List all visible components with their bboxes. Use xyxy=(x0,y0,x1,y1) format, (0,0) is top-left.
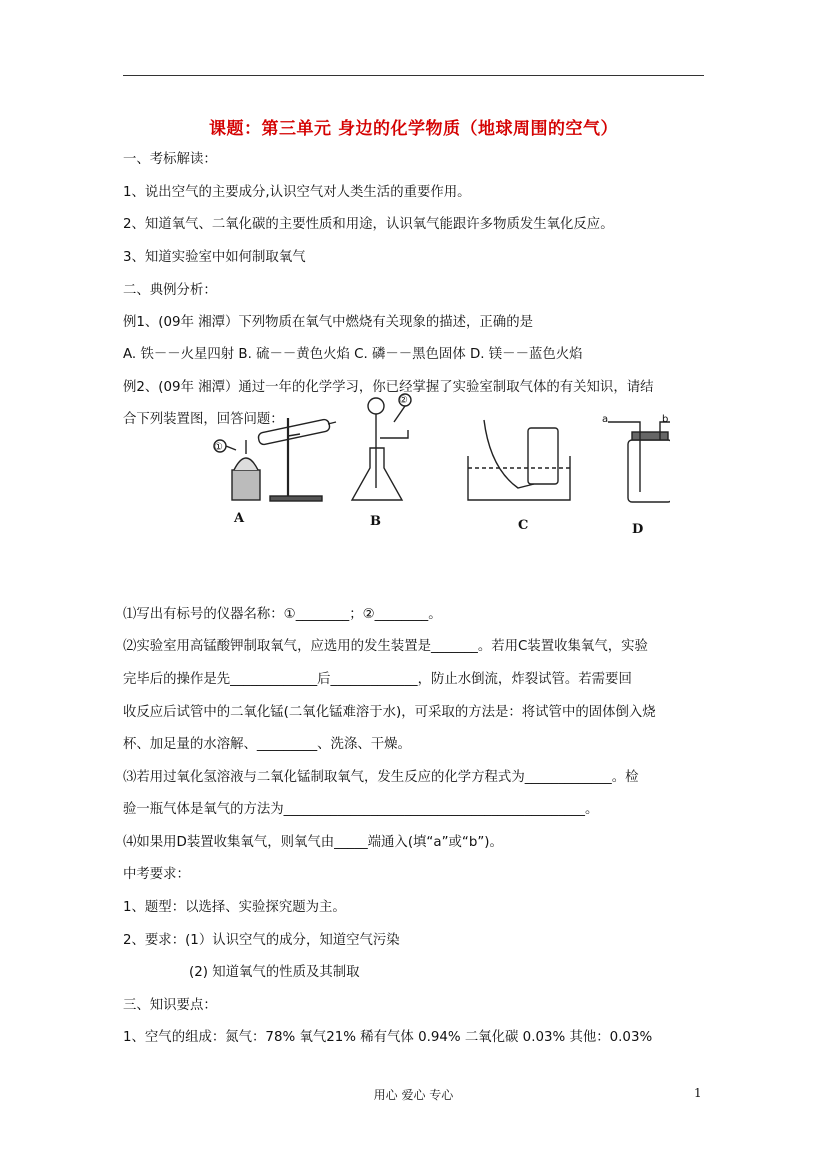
question-line: 收反应后试管中的二氧化锰(二氧化锰难溶于水)，可采取的方法是：将试管中的固体倒入烧 xyxy=(123,705,656,720)
section-heading: 三、知识要点： xyxy=(123,998,217,1013)
question-line: 完毕后的操作是先_____________后_____________，防止水倒流，炸裂试管。若需要回 xyxy=(123,672,632,687)
section-heading: 二、典例分析： xyxy=(123,283,217,298)
apparatus-c xyxy=(468,420,570,500)
apparatus-b xyxy=(352,394,411,500)
page-title: 课题：第三单元 身边的化学物质（地球周围的空气） xyxy=(209,119,618,139)
section-heading: 一、考标解读： xyxy=(123,152,217,167)
apparatus-figure xyxy=(200,388,670,548)
page-footer: 用心 爱心 专心 xyxy=(373,1088,454,1102)
question-line: ⑶若用过氧化氢溶液与二氧化锰制取氧气，发生反应的化学方程式为_____________。检 xyxy=(123,770,639,785)
text-line: 3、知道实验室中如何制取氧气 xyxy=(123,250,306,265)
apparatus-a xyxy=(214,418,336,501)
port-b-label: b xyxy=(662,414,669,425)
example-question: 例1、(09年 湘潭）下列物质在氧气中燃烧有关现象的描述，正确的是 xyxy=(123,315,533,330)
text-line: (2) 知道氧气的性质及其制取 xyxy=(189,965,360,980)
question-line: ⑷如果用D装置收集氧气，则氧气由_____端通入(填“a”或“b”)。 xyxy=(123,835,503,850)
text-line: 2、要求：(1）认识空气的成分，知道空气污染 xyxy=(123,933,400,948)
label-a: A xyxy=(234,511,245,526)
section-heading: 中考要求： xyxy=(123,867,190,882)
question-line: ⑵实验室用高锰酸钾制取氧气，应选用的发生装置是_______。若用C装置收集氧气，实验 xyxy=(123,639,648,654)
label-d: D xyxy=(632,522,644,537)
port-a-label: a xyxy=(602,414,609,425)
example-question: 合下列装置图，回答问题： xyxy=(123,412,284,427)
question-line: ⑴写出有标号的仪器名称：①________；②________。 xyxy=(123,607,442,622)
question-line: 验一瓶气体是氧气的方法为_____________________________________________。 xyxy=(123,802,599,817)
text-line: 1、说出空气的主要成分,认识空气对人类生活的重要作用。 xyxy=(123,185,471,200)
apparatus-d xyxy=(608,422,670,502)
marker-1: ① xyxy=(214,442,223,453)
answer-options: A. 铁－－火星四射 B. 硫－－黄色火焰 C. 磷－－黑色固体 D. 镁－－蓝色火焰 xyxy=(123,347,583,362)
question-line: 杯、加足量的水溶解、_________、洗涤、干燥。 xyxy=(123,737,411,752)
label-b: B xyxy=(370,514,381,529)
label-c: C xyxy=(518,518,529,533)
marker-2: ② xyxy=(399,395,408,406)
text-line: 1、题型：以选择、实验探究题为主。 xyxy=(123,900,346,915)
text-line: 2、知道氧气、二氧化碳的主要性质和用途，认识氧气能跟许多物质发生氧化反应。 xyxy=(123,217,614,232)
text-line: 1、空气的组成：氮气：78% 氧气21% 稀有气体 0.94% 二氧化碳 0.03% 其他：0.03% xyxy=(123,1030,653,1045)
example-question: 例2、(09年 湘潭）通过一年的化学学习，你已经掌握了实验室制取气体的有关知识，请结 xyxy=(123,380,654,395)
header-rule xyxy=(123,75,704,76)
page-number: 1 xyxy=(694,1086,702,1100)
